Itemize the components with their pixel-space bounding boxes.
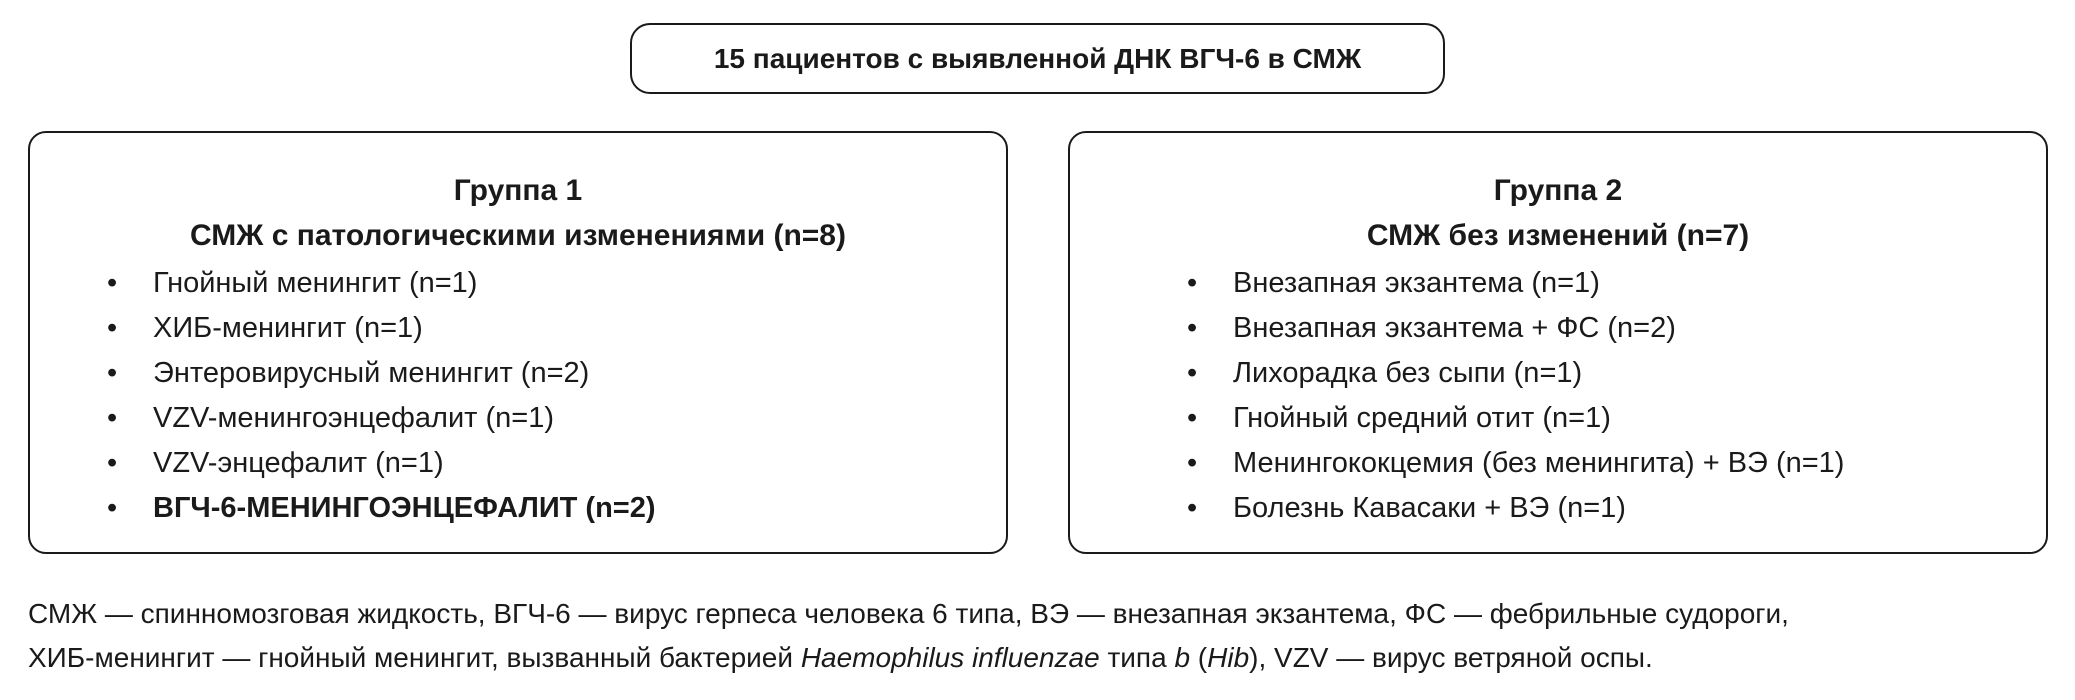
bullet-icon: • xyxy=(107,447,118,479)
bullet-icon: • xyxy=(1187,447,1198,479)
list-item: • Гнойный средний отит (n=1) xyxy=(1233,396,1844,441)
bullet-icon: • xyxy=(1187,492,1198,524)
footnote-line-2: ХИБ-менингит — гнойный менингит, вызванный бактерией Haemophilus influenzae типа b (Hib), VZV — вирус ветряной оспы. xyxy=(28,642,1653,673)
bullet-icon: • xyxy=(107,402,118,434)
group-1-title: Группа 1 xyxy=(453,174,583,207)
list-item-highlighted: • ВГЧ-6-МЕНИНГОЭНЦЕФАЛИТ (n=2) xyxy=(153,486,656,531)
list-item: • Болезнь Кавасаки + ВЭ (n=1) xyxy=(1233,486,1844,531)
bullet-icon: • xyxy=(1187,312,1198,344)
list-item: • ХИБ-менингит (n=1) xyxy=(153,306,656,351)
footnote-line-1: СМЖ — спинномозговая жидкость, ВГЧ-6 — вирус герпеса человека 6 типа, ВЭ — внезапная экзантема, ФС — фебрильные судороги, xyxy=(28,598,1789,629)
group-2-box xyxy=(1068,131,2048,554)
list-item: • VZV-менингоэнцефалит (n=1) xyxy=(153,396,656,441)
bullet-icon: • xyxy=(107,267,118,299)
list-item: • Энтеровирусный менингит (n=2) xyxy=(153,351,656,396)
bullet-icon: • xyxy=(107,357,118,389)
group-2-subtitle: СМЖ без изменений (n=7) xyxy=(1366,219,1750,252)
bullet-icon: • xyxy=(107,312,118,344)
footnote xyxy=(28,592,2048,680)
list-item: • Менингококцемия (без менингита) + ВЭ (n=1) xyxy=(1233,441,1844,486)
list-item: • Внезапная экзантема + ФС (n=2) xyxy=(1233,306,1844,351)
bullet-icon: • xyxy=(1187,402,1198,434)
group-2-list xyxy=(1187,261,1845,531)
list-item: • Гнойный менингит (n=1) xyxy=(153,261,656,306)
group-1-subtitle: СМЖ с патологическими изменениями (n=8) xyxy=(190,219,846,252)
top-summary-box xyxy=(630,23,1445,94)
bullet-icon: • xyxy=(1187,267,1198,299)
list-item: • Лихорадка без сыпи (n=1) xyxy=(1233,351,1844,396)
group-1-box xyxy=(28,131,1008,554)
bullet-icon: • xyxy=(1187,357,1198,389)
bullet-icon: • xyxy=(107,492,118,524)
top-summary-title: 15 пациентов с выявленной ДНК ВГЧ-6 в СМЖ xyxy=(713,42,1362,74)
list-item: • VZV-энцефалит (n=1) xyxy=(153,441,656,486)
list-item: • Внезапная экзантема (n=1) xyxy=(1233,261,1844,306)
group-2-title: Группа 2 xyxy=(1493,174,1623,207)
group-1-list xyxy=(107,261,656,531)
